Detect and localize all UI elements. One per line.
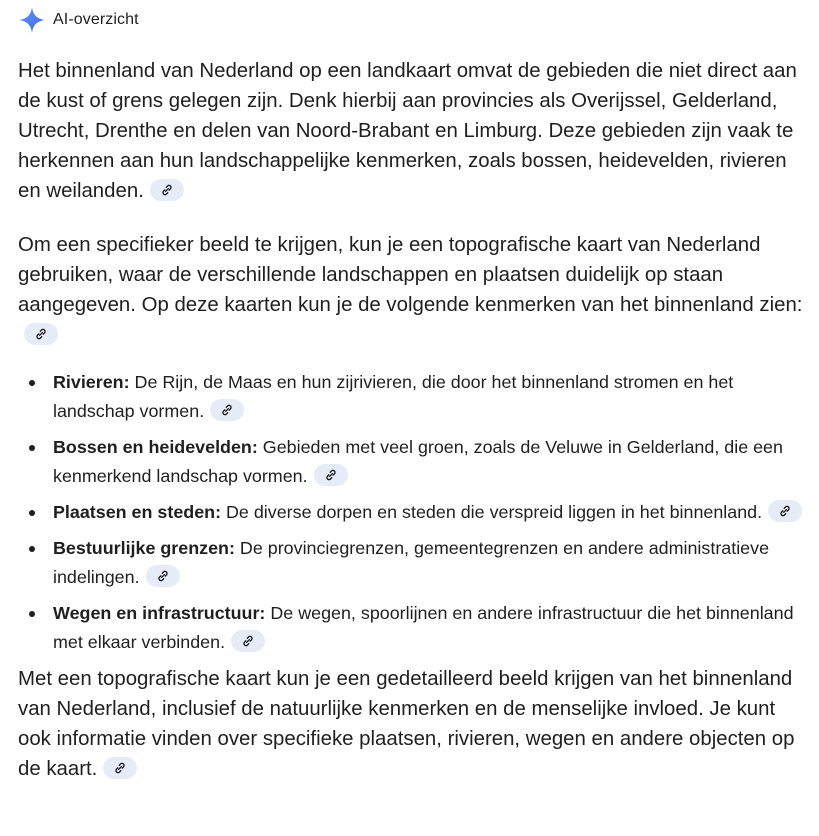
- list-item-text: De Rijn, de Maas en hun zijrivieren, die door het binnenland stromen en het landschap vormen.: [53, 372, 734, 421]
- sparkle-icon: [18, 6, 46, 34]
- link-icon: [156, 569, 170, 583]
- list-item-text: De provinciegrenzen, gemeentegrenzen en andere administratieve indelingen.: [53, 538, 770, 587]
- link-icon: [778, 504, 792, 518]
- link-icon: [241, 634, 255, 648]
- list-item: [18, 534, 813, 592]
- list-item-label: Bossen en heidevelden:: [53, 437, 258, 457]
- list-item: [18, 368, 813, 426]
- list-item-label: Rivieren:: [53, 372, 130, 392]
- paragraph-closing-text: Met een topografische kaart kun je een gedetailleerd beeld krijgen van het binnenland van Nederland, inclusief de natuurlijke kenmerken en de menselijke invloed. Je kunt ook informatie vinden over specifieke plaatsen, rivieren, wegen en andere objecten op de kaart.: [18, 668, 795, 780]
- link-icon: [113, 761, 127, 775]
- list-item: [18, 498, 813, 527]
- list-item-text: De diverse dorpen en steden die verspreid liggen in het binnenland.: [226, 502, 763, 522]
- list-item: [18, 433, 813, 491]
- list-item-text: De wegen, spoorlijnen en andere infrastructuur die het binnenland met elkaar verbinden.: [53, 603, 794, 652]
- overview-content: [18, 56, 813, 784]
- paragraph-2-text: Om een specifieker beeld te krijgen, kun je een topografische kaart van Nederland gebruiken, waar de verschillende landschappen en plaatsen duidelijk op staan aangegeven. Op deze kaarten kun je de volgende kenmerken van het binnenland zien:: [18, 234, 803, 316]
- source-link-button[interactable]: [768, 500, 802, 522]
- feature-list: [18, 368, 813, 657]
- source-link-button[interactable]: [314, 464, 348, 486]
- ai-overview-header: [18, 6, 139, 34]
- source-link-button[interactable]: [210, 399, 244, 421]
- source-link-button[interactable]: [146, 565, 180, 587]
- list-item-text: Gebieden met veel groen, zoals de Veluwe in Gelderland, die een kenmerkend landschap vormen.: [53, 437, 783, 486]
- link-icon: [324, 468, 338, 482]
- list-item: [18, 599, 813, 657]
- link-icon: [34, 327, 48, 341]
- source-link-button[interactable]: [24, 323, 58, 345]
- paragraph-1-text: Het binnenland van Nederland op een landkaart omvat de gebieden die niet direct aan de kust of grens gelegen zijn. Denk hierbij aan provincies als Overijssel, Gelderland, Utrecht, Drenthe en delen van Noord-Brabant en Limburg. Deze gebieden zijn vaak te herkennen aan hun landschappelijke kenmerken, zoals bossen, heidevelden, rivieren en weilanden.: [18, 60, 797, 202]
- link-icon: [220, 403, 234, 417]
- paragraph-1: [18, 56, 813, 206]
- list-item-label: Plaatsen en steden:: [53, 502, 222, 522]
- source-link-button[interactable]: [103, 757, 137, 779]
- source-link-button[interactable]: [150, 179, 184, 201]
- source-link-button[interactable]: [231, 630, 265, 652]
- list-item-label: Wegen en infrastructuur:: [53, 603, 266, 623]
- paragraph-2: [18, 230, 813, 350]
- paragraph-closing: [18, 664, 813, 784]
- list-item-label: Bestuurlijke grenzen:: [53, 538, 235, 558]
- link-icon: [160, 183, 174, 197]
- header-title: AI-overzicht: [53, 11, 139, 28]
